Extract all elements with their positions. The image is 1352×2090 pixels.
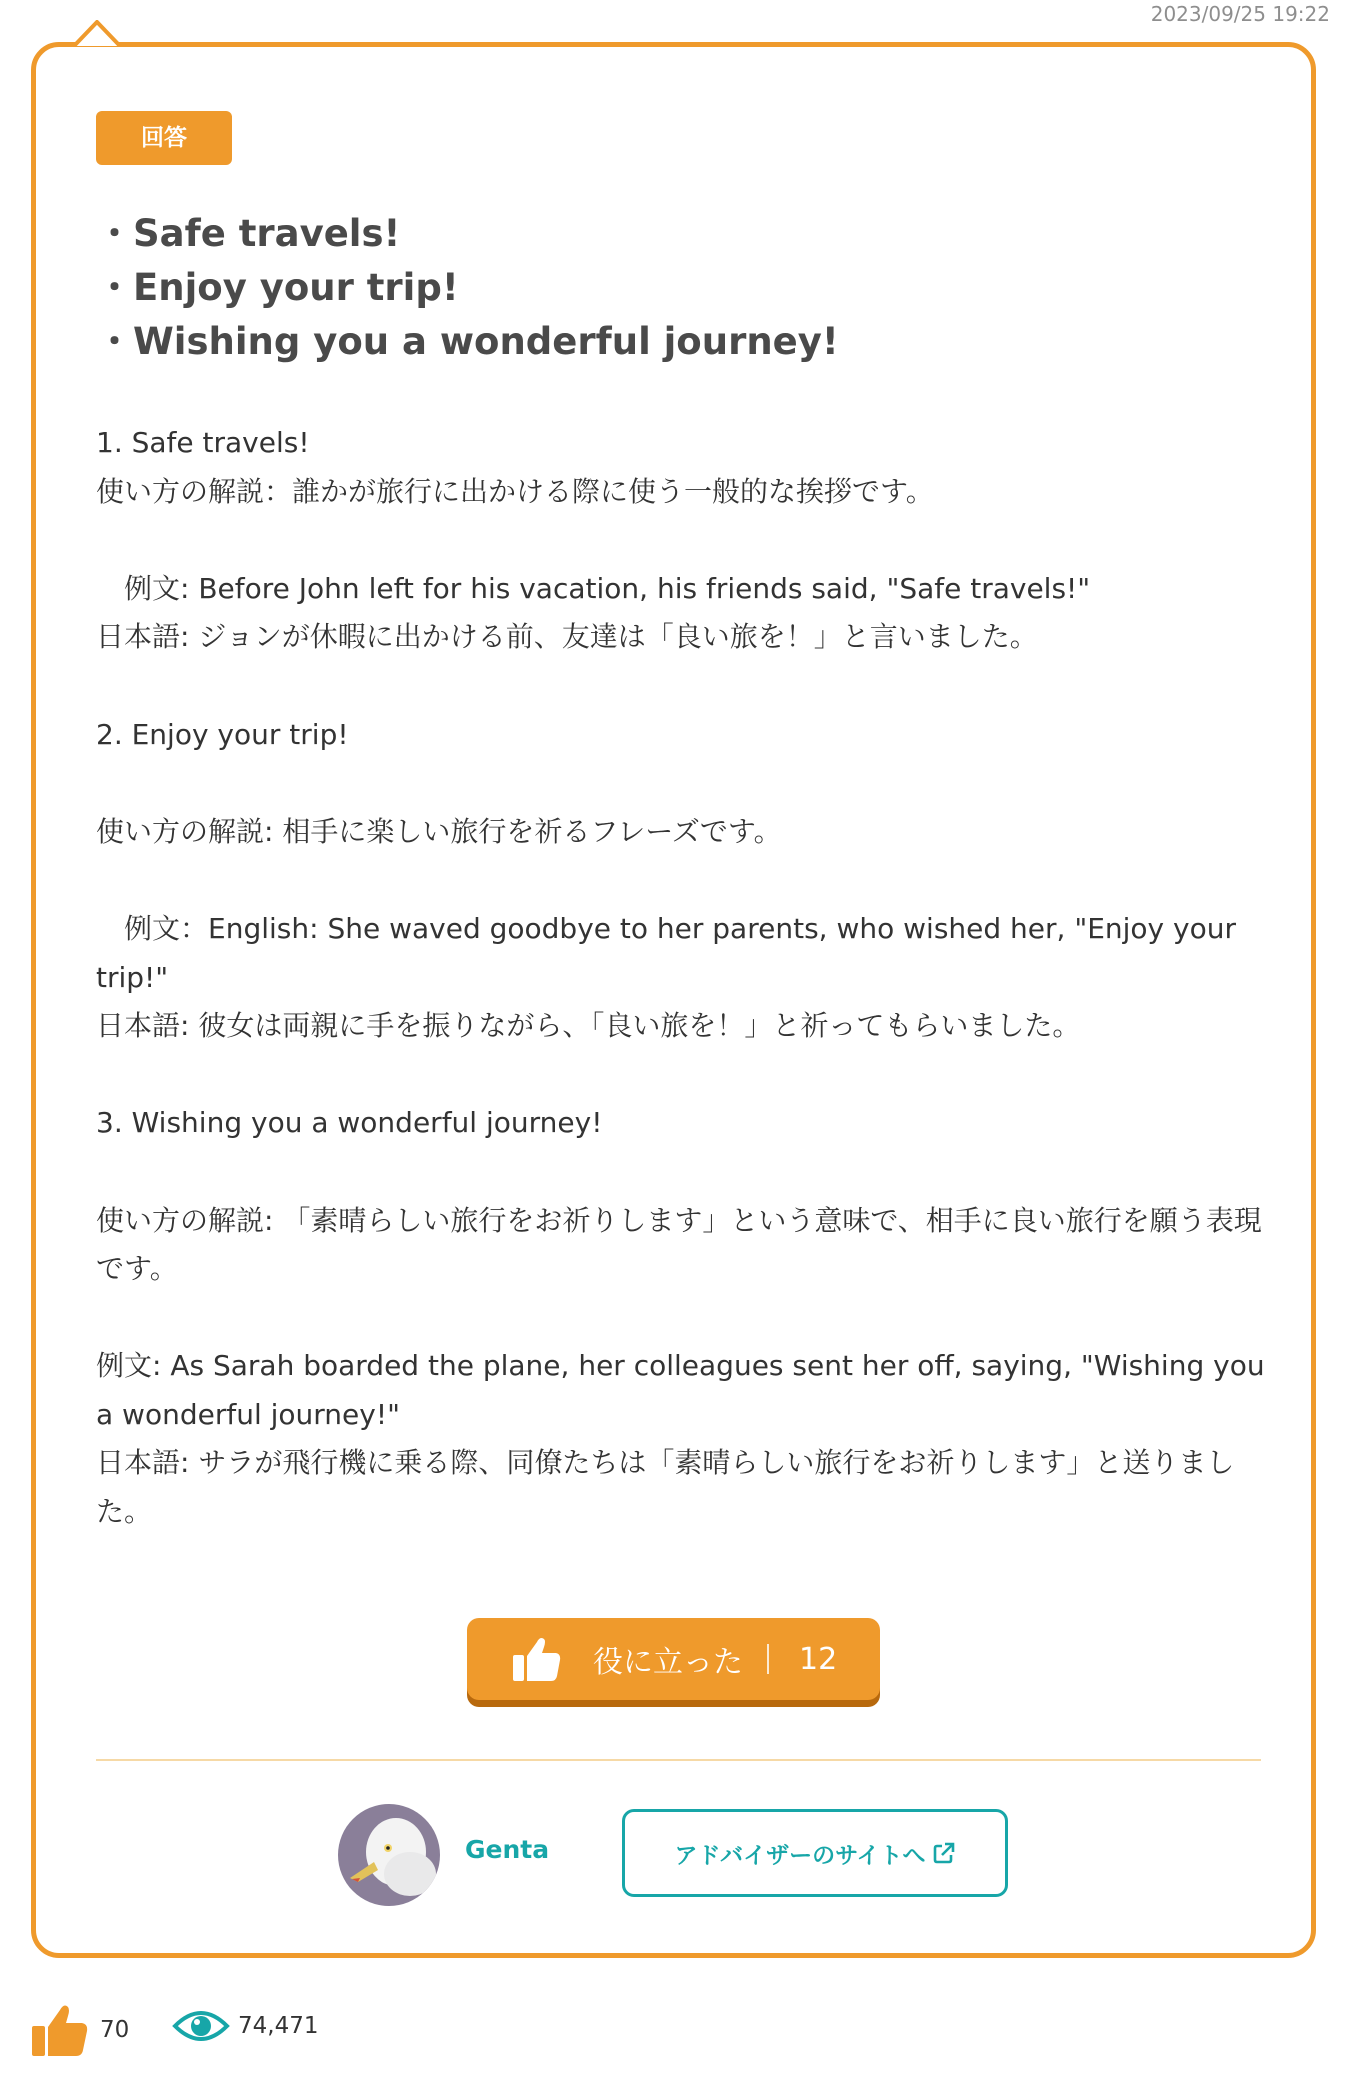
likes-count: 70 (100, 2017, 130, 2043)
external-link-icon (933, 1842, 955, 1864)
headline-line: ・Enjoy your trip! (96, 266, 459, 309)
advisor-site-button[interactable] (622, 1809, 1008, 1897)
helpful-button[interactable] (467, 1618, 880, 1700)
body-paragraph (96, 1148, 1266, 1197)
body-paragraph (96, 856, 1266, 905)
body-paragraph (96, 1051, 1266, 1100)
body-paragraph: 3. Wishing you a wonderful journey! (96, 1106, 603, 1140)
thumbs-up-icon (511, 1633, 563, 1685)
thumbs-up-icon (30, 2000, 90, 2060)
views-count: 74,471 (238, 2013, 319, 2039)
body-paragraph (96, 662, 1266, 711)
body-paragraph: 使い方の解説：誰かが旅行に出かける際に使う一般的な挨拶です。 (96, 474, 934, 508)
body-paragraph (96, 759, 1266, 808)
advisor-site-button-label: アドバイザーのサイトへ (674, 1842, 926, 1869)
answer-headline (96, 207, 839, 369)
answer-body (96, 419, 1274, 1537)
body-paragraph: 日本語: サラが飛行機に乗る際、同僚たちは「素晴らしい旅行をお祈りします」と送りました。 (96, 1446, 1235, 1529)
eye-icon (172, 2006, 230, 2046)
body-paragraph: 2. Enjoy your trip! (96, 717, 349, 751)
body-paragraph: 日本語: ジョンが休暇に出かける前、友達は「良い旅を！」と言いました。 (96, 620, 1038, 654)
avatar[interactable] (338, 1804, 440, 1906)
body-paragraph: 使い方の解説: 相手に楽しい旅行を祈るフレーズです。 (96, 814, 782, 848)
headline-line: ・Wishing you a wonderful journey! (96, 320, 839, 363)
helpful-count: 12 (799, 1641, 838, 1677)
body-paragraph (96, 1294, 1266, 1343)
answer-timestamp: 2023/09/25 19:22 (1150, 2, 1330, 26)
body-paragraph: 例文：English: She waved goodbye to her parents, who wished her, "Enjoy your trip!" (96, 911, 1245, 994)
speech-notch (74, 20, 120, 46)
body-paragraph: 使い方の解説: 「素晴らしい旅行をお祈りします」という意味で、相手に良い旅行を願う表現です。 (96, 1203, 1262, 1286)
answer-card (31, 42, 1316, 1958)
body-paragraph (96, 516, 1266, 565)
advisor-name[interactable]: Genta (465, 1835, 550, 1864)
body-paragraph: 例文: Before John left for his vacation, his friends said, "Safe travels!" (96, 571, 1091, 605)
body-paragraph: 1. Safe travels! (96, 426, 310, 459)
avatar-seagull (338, 1804, 440, 1906)
section-divider (96, 1759, 1261, 1761)
helpful-button-label: 役に立った (593, 1645, 743, 1680)
body-paragraph: 日本語: 彼女は両親に手を振りながら、「良い旅を！」と祈ってもらいました。 (96, 1009, 1081, 1043)
answer-badge: 回答 (96, 111, 232, 165)
body-paragraph: 例文: As Sarah boarded the plane, her colleagues sent her off, saying, "Wishing you a wonderful journey!" (96, 1349, 1274, 1431)
footer-views (172, 2006, 318, 2046)
headline-line: ・Safe travels! (96, 212, 401, 255)
helpful-button-separator (767, 1644, 769, 1674)
footer-likes (30, 2000, 129, 2060)
